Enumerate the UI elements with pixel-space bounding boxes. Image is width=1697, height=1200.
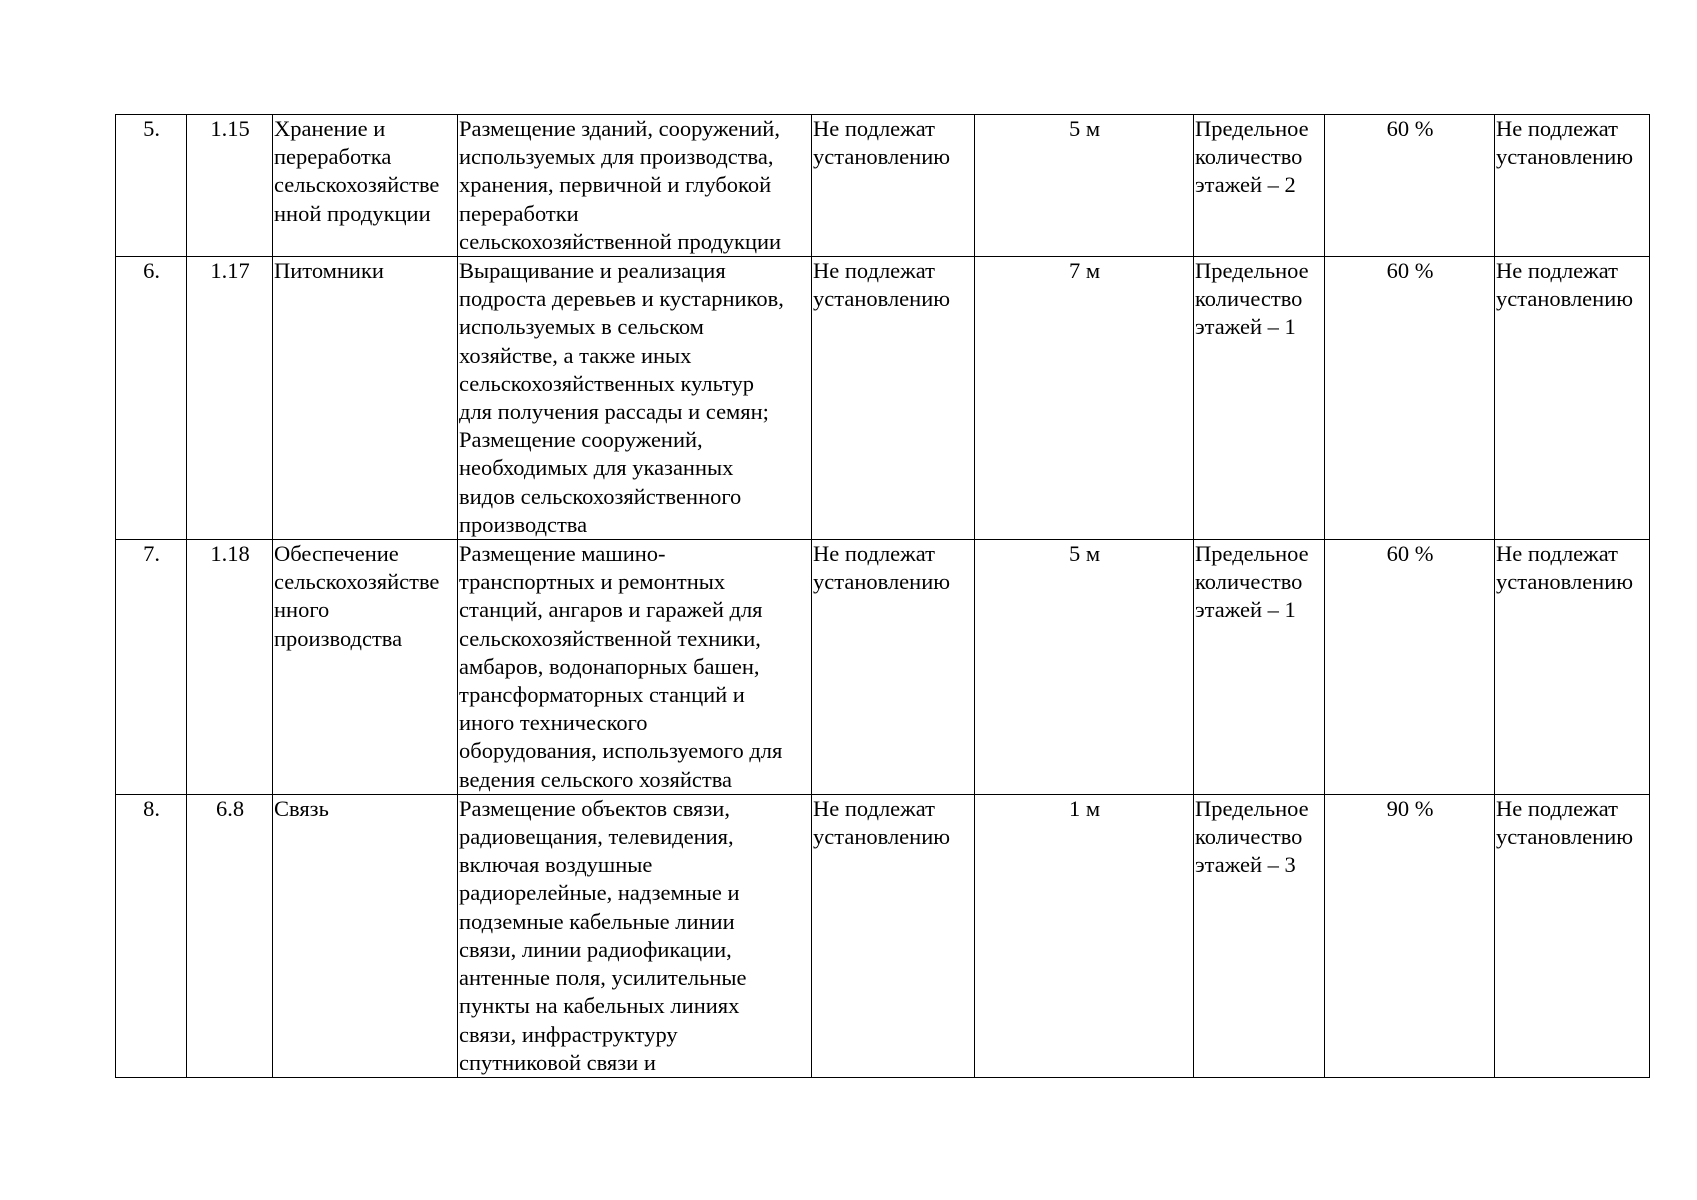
row-number: 6.	[116, 257, 187, 540]
row-number: 7.	[116, 540, 187, 795]
use-name: Обеспечение сельскохозяйстве нного производства	[273, 540, 458, 795]
setback-cell: 7 м	[975, 257, 1194, 540]
row-number: 5.	[116, 115, 187, 257]
coverage-percent-cell: 60 %	[1325, 540, 1495, 795]
use-code: 1.17	[187, 257, 273, 540]
table-row	[116, 794, 1650, 1077]
setback-cell: 5 м	[975, 540, 1194, 795]
coverage-percent-cell: 60 %	[1325, 115, 1495, 257]
use-name: Питомники	[273, 257, 458, 540]
setback-cell: 1 м	[975, 794, 1194, 1077]
regulations-table	[115, 114, 1650, 1078]
floors-cell: Предельное количество этажей – 3	[1194, 794, 1325, 1077]
use-name: Связь	[273, 794, 458, 1077]
row-number: 8.	[116, 794, 187, 1077]
floors-cell: Предельное количество этажей – 1	[1194, 540, 1325, 795]
table-row	[116, 540, 1650, 795]
use-description: Выращивание и реализация подроста деревьев и кустарников, используемых в сельском хозяйстве, а также иных сельскохозяйственных культур для получения рассады и семян; Размещение сооружений, необходимых для указанных видов сельскохозяйственного производства	[458, 257, 812, 540]
other-params-cell: Не подлежат установлению	[1495, 115, 1650, 257]
use-description: Размещение объектов связи, радиовещания, телевидения, включая воздушные радиорелейные, надземные и подземные кабельные линии связи, линии радиофикации, антенные поля, усилительные пункты на кабельных линиях связи, инфраструктуру спутниковой связи и	[458, 794, 812, 1077]
table-row	[116, 115, 1650, 257]
coverage-percent-cell: 90 %	[1325, 794, 1495, 1077]
use-description: Размещение зданий, сооружений, используемых для производства, хранения, первичной и глубокой переработки сельскохозяйственной продукции	[458, 115, 812, 257]
floors-cell: Предельное количество этажей – 2	[1194, 115, 1325, 257]
setback-cell: 5 м	[975, 115, 1194, 257]
use-description: Размещение машино- транспортных и ремонтных станций, ангаров и гаражей для сельскохозяйственной техники, амбаров, водонапорных башен, трансформаторных станций и иного технического оборудования, используемого для ведения сельского хозяйства	[458, 540, 812, 795]
plot-size-cell: Не подлежат установлению	[812, 115, 975, 257]
use-code: 1.18	[187, 540, 273, 795]
table-row	[116, 257, 1650, 540]
plot-size-cell: Не подлежат установлению	[812, 540, 975, 795]
use-name: Хранение и переработка сельскохозяйстве нной продукции	[273, 115, 458, 257]
other-params-cell: Не подлежат установлению	[1495, 794, 1650, 1077]
use-code: 1.15	[187, 115, 273, 257]
coverage-percent-cell: 60 %	[1325, 257, 1495, 540]
other-params-cell: Не подлежат установлению	[1495, 257, 1650, 540]
other-params-cell: Не подлежат установлению	[1495, 540, 1650, 795]
plot-size-cell: Не подлежат установлению	[812, 257, 975, 540]
use-code: 6.8	[187, 794, 273, 1077]
plot-size-cell: Не подлежат установлению	[812, 794, 975, 1077]
floors-cell: Предельное количество этажей – 1	[1194, 257, 1325, 540]
